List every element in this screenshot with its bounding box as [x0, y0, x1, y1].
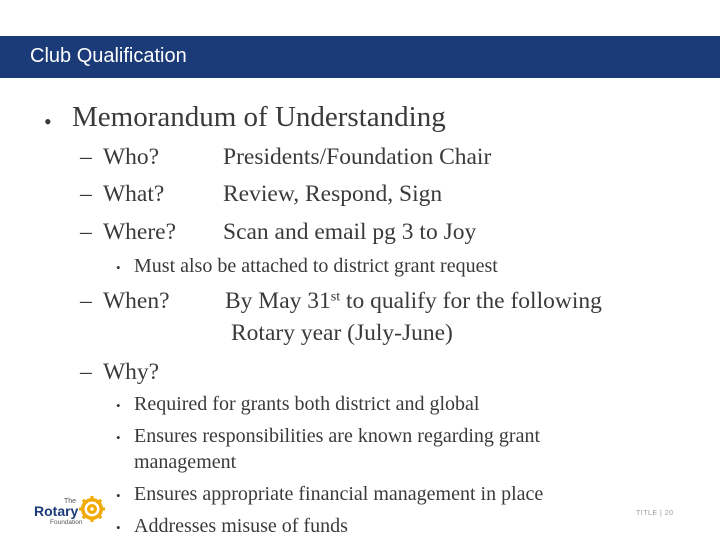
when-dash: – [80, 288, 92, 314]
why-bullet: Ensures appropriate financial management in place [134, 483, 544, 505]
rotary-wheel-icon [79, 496, 105, 522]
why-label: Why? [103, 359, 160, 385]
rotary-foundation-logo [28, 488, 138, 532]
when-answer-post: to qualify for the following [340, 288, 602, 314]
rotary-foundation-logo-graphic [28, 488, 138, 532]
when-label: When? [103, 288, 170, 314]
what-answer: Review, Respond, Sign [223, 181, 443, 207]
footer-title-page: TITLE | 20 [636, 510, 674, 517]
slide-title: Club Qualification [30, 45, 187, 67]
what-dash: – [80, 181, 92, 207]
where-dash: – [80, 219, 92, 245]
svg-text:The: The [64, 498, 77, 505]
where-note: Must also be attached to district grant request [134, 255, 498, 277]
when-answer-suffix: st [330, 288, 341, 305]
svg-text:Foundation: Foundation [50, 519, 83, 526]
bullet-symbol: • [116, 520, 121, 535]
where-answer: Scan and email pg 3 to Joy [223, 219, 477, 245]
bullet-symbol: • [116, 430, 121, 445]
bullet-symbol: • [44, 109, 52, 134]
who-dash: – [80, 144, 92, 170]
why-bullet: Ensures responsibilities are known regarding grant [134, 425, 541, 447]
where-label: Where? [103, 219, 177, 245]
when-answer-line2: Rotary year (July-June) [231, 320, 453, 346]
svg-text:Rotary: Rotary [34, 503, 79, 519]
when-answer [225, 288, 602, 315]
bullet-symbol: • [116, 398, 121, 413]
bullet-symbol: • [116, 260, 121, 275]
who-label: Who? [103, 144, 160, 170]
when-answer-pre: By May 31 [225, 288, 331, 314]
why-bullet: Required for grants both district and global [134, 393, 480, 415]
why-dash: – [80, 359, 92, 385]
why-bullet-continuation: management [134, 451, 237, 473]
what-label: What? [103, 181, 165, 207]
main-bullet-text: Memorandum of Understanding [72, 101, 446, 133]
bullet-symbol: • [116, 488, 121, 503]
who-answer: Presidents/Foundation Chair [223, 144, 492, 170]
why-bullet: Addresses misuse of funds [134, 515, 348, 537]
